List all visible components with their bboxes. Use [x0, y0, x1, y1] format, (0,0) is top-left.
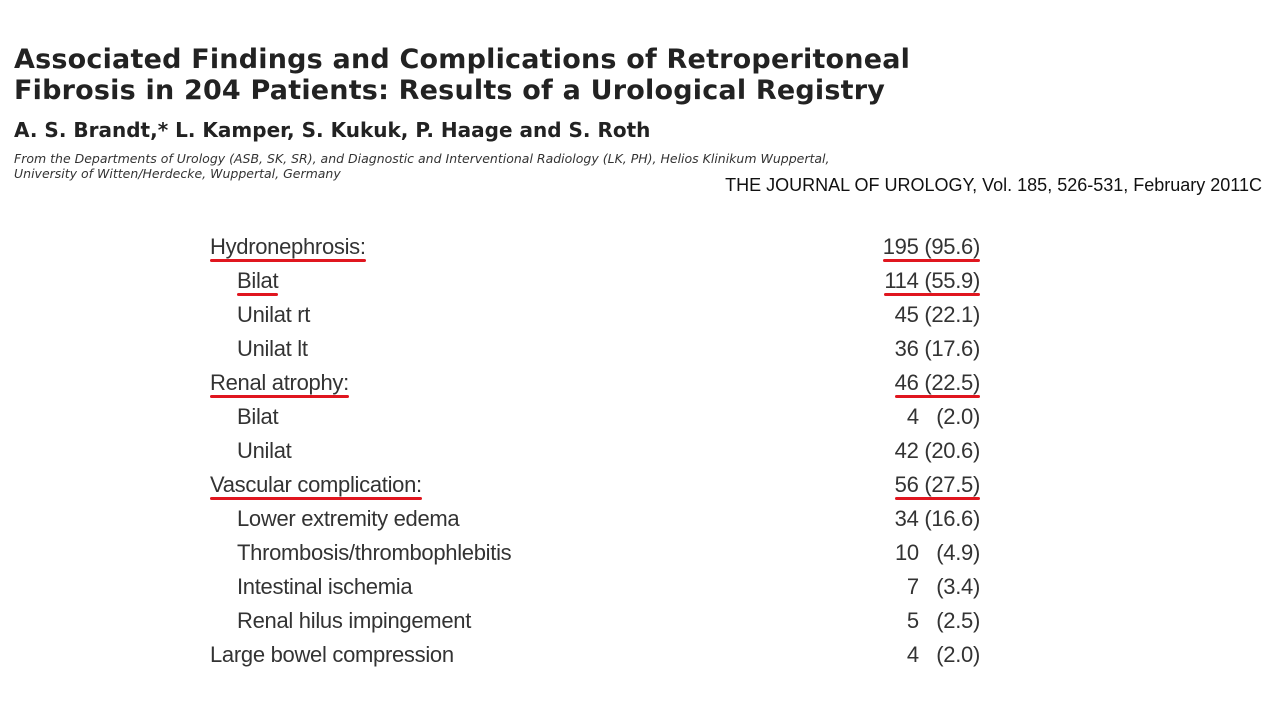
table-row-renal-atrophy-unilat	[210, 434, 980, 468]
row-value: 10 (4.9)	[894, 540, 980, 565]
paper-title-line-2: Fibrosis in 204 Patients: Results of a Urological Registry	[14, 75, 886, 106]
row-value: 42 (20.6)	[894, 438, 980, 463]
row-label: Lower extremity edema	[237, 506, 460, 531]
author-list: A. S. Brandt,* L. Kamper, S. Kukuk, P. Haage and S. Roth	[14, 118, 651, 142]
row-value: 7 (3.4)	[906, 574, 980, 599]
row-label: Large bowel compression	[210, 642, 454, 667]
row-label: Unilat	[237, 438, 292, 463]
row-value: 56 (27.5)	[895, 468, 980, 502]
paper-title	[14, 44, 1254, 106]
row-value: 36 (17.6)	[894, 336, 980, 361]
row-label: Hydronephrosis:	[210, 230, 366, 264]
row-label: Vascular complication:	[210, 468, 422, 502]
row-label: Intestinal ischemia	[237, 574, 413, 599]
journal-citation: THE JOURNAL OF UROLOGY, Vol. 185, 526-531, February 2011C	[725, 175, 1262, 195]
row-label: Renal hilus impingement	[237, 608, 472, 633]
row-label: Thrombosis/thrombophlebitis	[237, 540, 512, 565]
row-value: 195 (95.6)	[883, 230, 980, 264]
findings-table	[210, 230, 980, 672]
table-row-renal-hilus-impingement	[210, 604, 980, 638]
table-row-thrombosis	[210, 536, 980, 570]
table-row-unilat-lt	[210, 332, 980, 366]
table-row-intestinal-ischemia	[210, 570, 980, 604]
row-value: 114 (55.9)	[884, 264, 980, 298]
affiliation-line-1: From the Departments of Urology (ASB, SK, SR), and Diagnostic and Interventional Radiology (LK, PH), Helios Klinikum Wuppertal,	[14, 151, 830, 166]
row-label: Unilat rt	[237, 302, 311, 327]
table-row-vascular-complication	[210, 468, 980, 502]
row-value: 5 (2.5)	[906, 608, 980, 633]
paper-title-line-1: Associated Findings and Complications of Retroperitoneal	[14, 44, 911, 75]
row-value: 4 (2.0)	[906, 642, 980, 667]
table-row-renal-atrophy	[210, 366, 980, 400]
table-row-large-bowel-compression	[210, 638, 980, 672]
row-label: Bilat	[237, 264, 278, 298]
row-value: 46 (22.5)	[895, 366, 980, 400]
row-label: Bilat	[237, 404, 279, 429]
table-row-unilat-rt	[210, 298, 980, 332]
affiliation-line-2: University of Witten/Herdecke, Wuppertal, Germany	[14, 166, 341, 181]
table-row-hydronephrosis-bilat	[210, 264, 980, 298]
row-value: 4 (2.0)	[906, 404, 980, 429]
table-row-renal-atrophy-bilat	[210, 400, 980, 434]
table-row-hydronephrosis	[210, 230, 980, 264]
table-row-lower-extremity-edema	[210, 502, 980, 536]
row-label: Renal atrophy:	[210, 366, 349, 400]
row-value: 45 (22.1)	[894, 302, 980, 327]
row-value: 34 (16.6)	[894, 506, 980, 531]
row-label: Unilat lt	[237, 336, 308, 361]
